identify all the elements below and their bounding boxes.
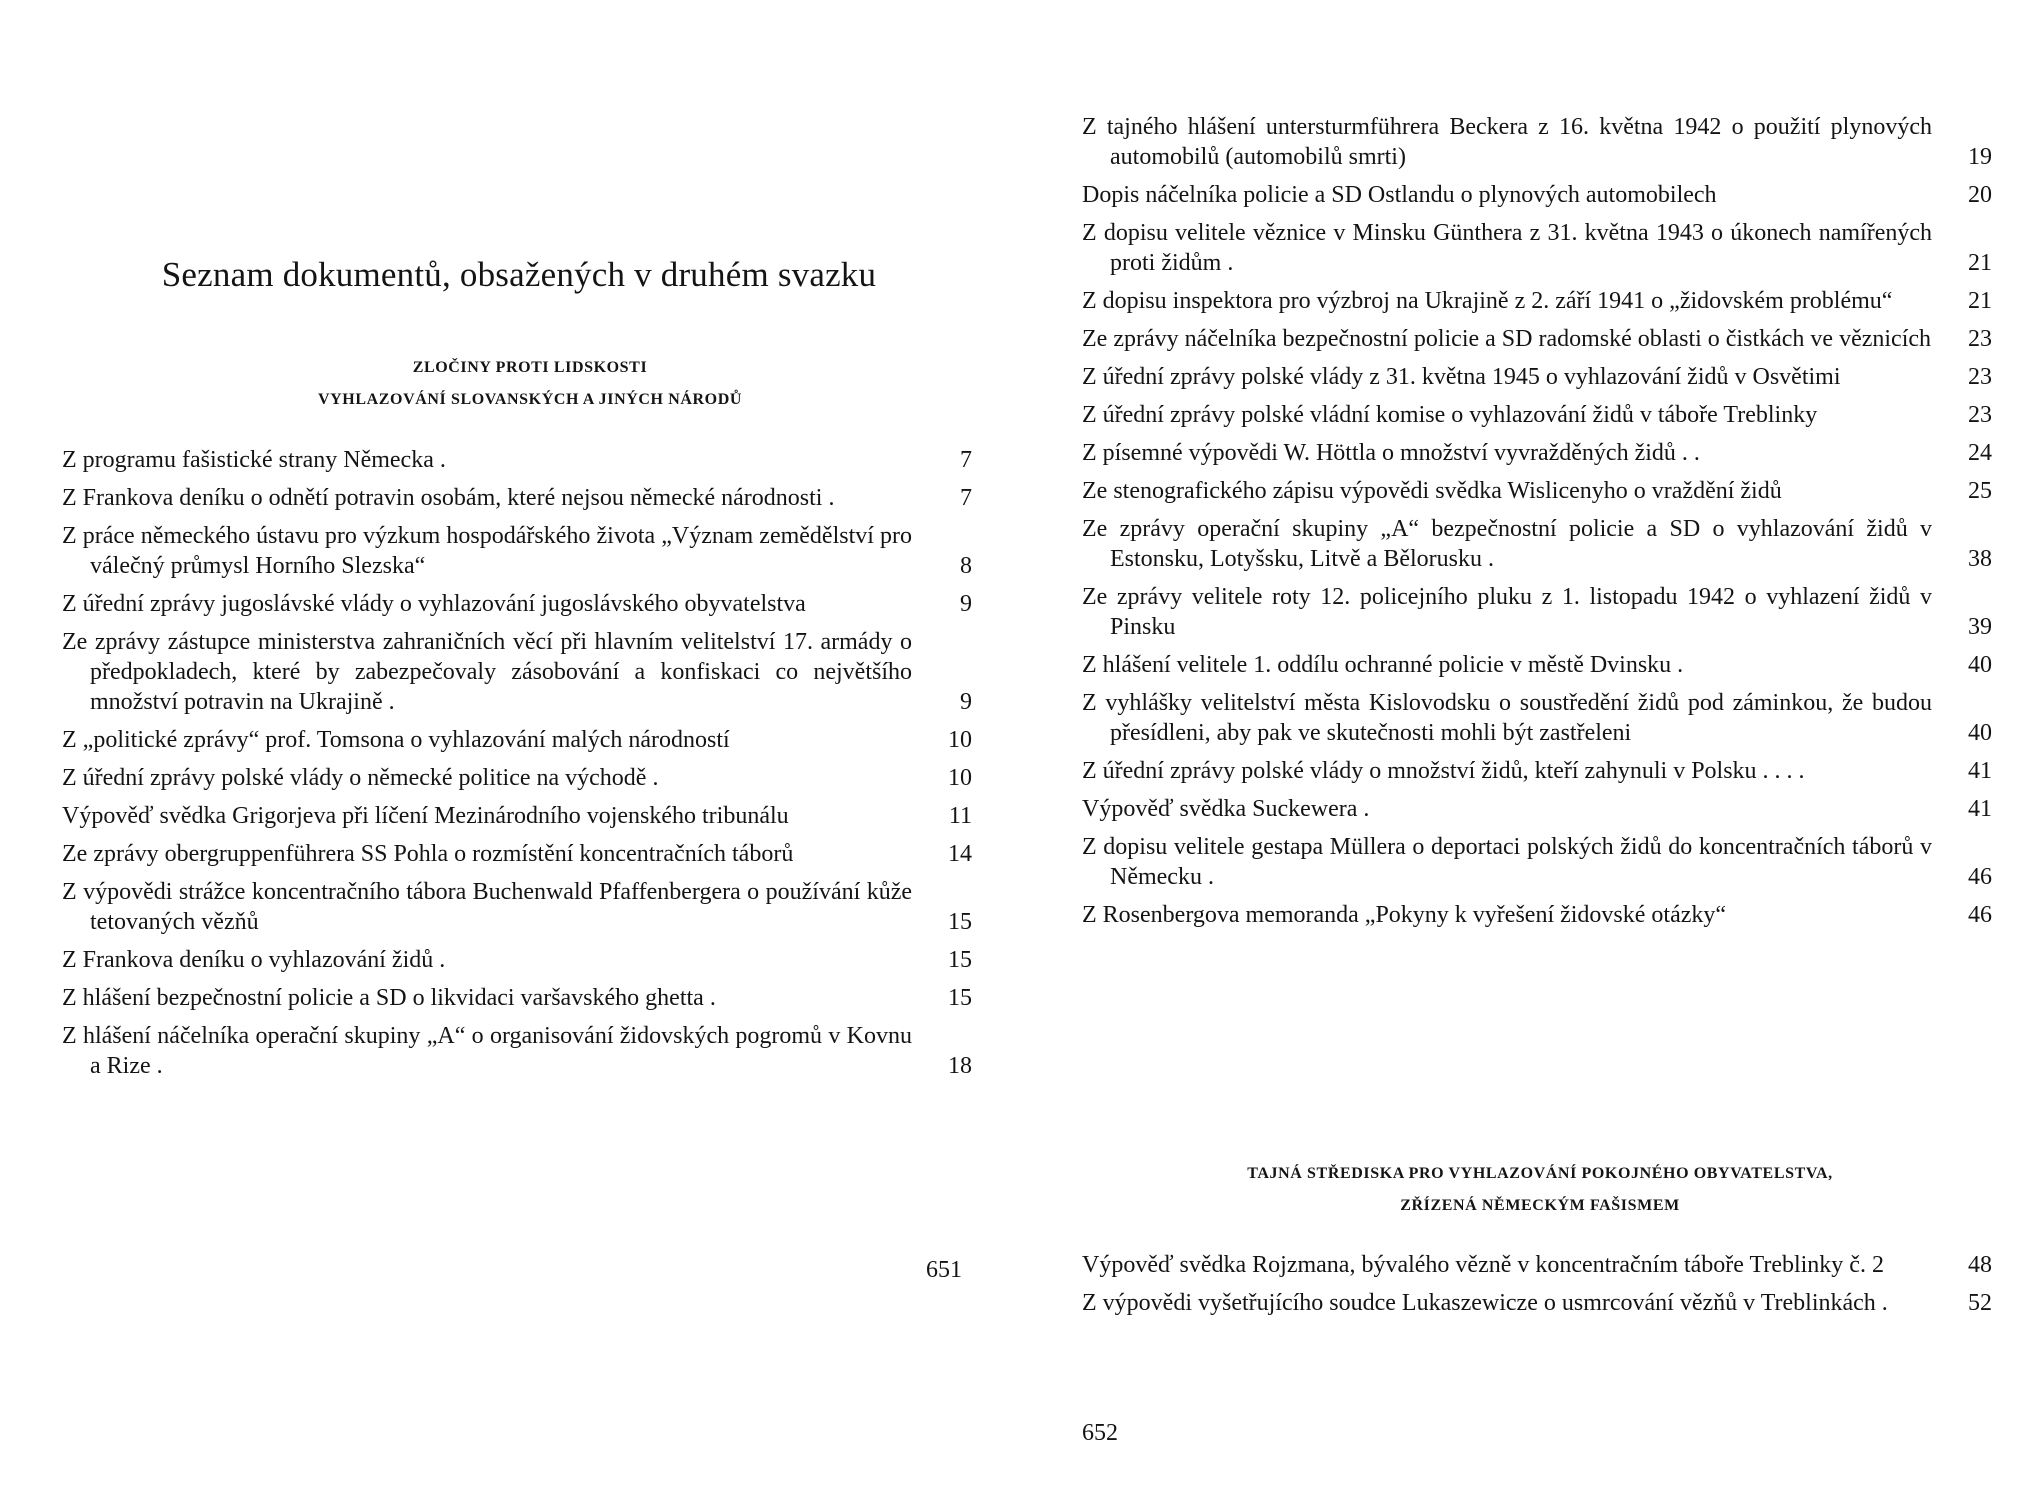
toc-entry-title: Ze zprávy náčelníka bezpečnostní policie a SD radomské oblasti o čistkách ve věznicích — [1082, 326, 1932, 352]
section-heading-line: ZLOČINY PROTI LIDSKOSTI — [412, 359, 648, 376]
toc-entry — [1082, 324, 1992, 354]
toc-entry-page-number: 40 — [1968, 652, 1992, 678]
toc-entry-title: Z dopisu inspektora pro výzbroj na Ukrajině z 2. září 1941 o „židovském problému“ — [1082, 288, 1893, 314]
toc-entry-page-number: 46 — [1968, 902, 1992, 928]
toc-entry-title: Z „politické zprávy“ prof. Tomsona o vyhlazování malých národností — [62, 727, 730, 753]
toc-entry-title: Výpověď svědka Rojzmana, bývalého vězně v koncentračním táboře Treblinky č. 2 — [1082, 1252, 1884, 1278]
toc-entry-page-number: 41 — [1968, 758, 1992, 784]
toc-entry-title: Z vyhlášky velitelství města Kislovodsku o soustředění židů pod záminkou, že budou přesídleni, aby pak ve skutečnosti mohli být zastřeleni — [1082, 690, 1932, 746]
toc-entry — [1082, 438, 1992, 468]
toc-entry-page-number: 40 — [1968, 720, 1992, 746]
toc-entry — [62, 763, 972, 793]
toc-entry — [62, 725, 972, 755]
toc-entry-title: Z úřední zprávy polské vládní komise o vyhlazování židů v táboře Treblinky — [1082, 402, 1818, 428]
toc-entry — [1082, 794, 1992, 824]
toc-entry-title: Z výpovědi strážce koncentračního tábora Buchenwald Pfaffenbergera o používání kůže tetovaných vězňů — [62, 879, 912, 935]
toc-list-left — [62, 445, 972, 1089]
toc-entry-page-number: 8 — [960, 553, 972, 579]
toc-entry-title: Ze zprávy velitele roty 12. policejního pluku z 1. listopadu 1942 o vyhlazení židů v Pinsku — [1082, 584, 1932, 640]
toc-entry-title: Z hlášení velitele 1. oddílu ochranné policie v městě Dvinsku . — [1082, 652, 1684, 678]
toc-entry-page-number: 9 — [960, 591, 972, 617]
toc-entry — [1082, 650, 1992, 680]
toc-entry — [1082, 582, 1992, 642]
toc-entry-page-number: 7 — [960, 485, 972, 511]
toc-entry-title: Z Frankova deníku o vyhlazování židů . — [62, 947, 446, 973]
toc-entry-page-number: 21 — [1968, 288, 1992, 314]
toc-entry-page-number: 23 — [1968, 364, 1992, 390]
toc-entry — [62, 839, 972, 869]
toc-entry-page-number: 38 — [1968, 546, 1992, 572]
toc-entry — [62, 1021, 972, 1081]
toc-entry — [1082, 1288, 1992, 1318]
toc-list-right-secret-centers — [1082, 1250, 1992, 1326]
toc-entry-page-number: 23 — [1968, 402, 1992, 428]
toc-entry — [62, 627, 972, 717]
page-number: 651 — [926, 1257, 962, 1283]
toc-entry-title: Ze stenografického zápisu výpovědi svědka Wislicenyho o vraždění židů — [1082, 478, 1782, 504]
toc-entry-page-number: 14 — [948, 841, 972, 867]
toc-entry-page-number: 52 — [1968, 1290, 1992, 1316]
page-number: 652 — [1082, 1420, 1118, 1446]
toc-entry-title: Z písemné výpovědi W. Höttla o množství vyvražděných židů . . — [1082, 440, 1700, 466]
toc-entry-page-number: 24 — [1968, 440, 1992, 466]
toc-entry — [1082, 218, 1992, 278]
toc-entry-title: Z Rosenbergova memoranda „Pokyny k vyřešení židovské otázky“ — [1082, 902, 1727, 928]
toc-list-right — [1082, 112, 1992, 938]
toc-entry-page-number: 7 — [960, 447, 972, 473]
toc-entry-title: Z hlášení bezpečnostní policie a SD o likvidaci varšavského ghetta . — [62, 985, 716, 1011]
section-heading-line: ZŘÍZENÁ NĚMECKÝM FAŠISMEM — [1400, 1197, 1680, 1214]
toc-entry — [62, 983, 972, 1013]
toc-entry-title: Z výpovědi vyšetřujícího soudce Lukaszewicze o usmrcování vězňů v Treblinkách . — [1082, 1290, 1888, 1316]
toc-entry-page-number: 41 — [1968, 796, 1992, 822]
toc-entry — [1082, 286, 1992, 316]
toc-entry-page-number: 11 — [948, 803, 972, 829]
toc-entry-title: Z tajného hlášení untersturmführera Beckera z 16. května 1942 o použití plynových automobilů (automobilů smrti) — [1082, 114, 1932, 170]
toc-entry-title: Výpověď svědka Suckewera . — [1082, 796, 1370, 822]
toc-entry-title: Z úřední zprávy polské vlády z 31. května 1945 o vyhlazování židů v Osvětimi — [1082, 364, 1841, 390]
toc-entry-page-number: 20 — [1968, 182, 1992, 208]
toc-entry-title: Z hlášení náčelníka operační skupiny „A“ o organisování židovských pogromů v Kovnu a Rize . — [62, 1023, 912, 1079]
toc-entry — [1082, 756, 1992, 786]
toc-entry-title: Z úřední zprávy polské vlády o množství židů, kteří zahynuli v Polsku . . . . — [1082, 758, 1805, 784]
toc-entry-page-number: 19 — [1968, 144, 1992, 170]
toc-entry — [62, 483, 972, 513]
toc-entry — [1082, 1250, 1992, 1280]
toc-entry-page-number: 23 — [1968, 326, 1992, 352]
toc-entry — [1082, 180, 1992, 210]
right-page — [1015, 0, 2030, 1500]
toc-entry — [1082, 514, 1992, 574]
toc-entry-page-number: 25 — [1968, 478, 1992, 504]
toc-entry — [1082, 832, 1992, 892]
toc-entry-title: Z dopisu velitele věznice v Minsku Günthera z 31. května 1943 o úkonech namířených proti židům . — [1082, 220, 1932, 276]
toc-entry-page-number: 15 — [948, 947, 972, 973]
toc-entry-title: Z úřední zprávy jugoslávské vlády o vyhlazování jugoslávského obyvatelstva — [62, 591, 806, 617]
toc-entry-page-number: 39 — [1968, 614, 1992, 640]
toc-entry-title: Z programu fašistické strany Německa . — [62, 447, 446, 473]
toc-entry-title: Z dopisu velitele gestapa Müllera o deportaci polských židů do koncentračních táborů v Německu . — [1082, 834, 1932, 890]
toc-entry-title: Dopis náčelníka policie a SD Ostlandu o plynových automobilech — [1082, 182, 1717, 208]
toc-entry — [1082, 362, 1992, 392]
toc-entry — [1082, 476, 1992, 506]
toc-entry — [1082, 688, 1992, 748]
section-heading-secret-centers — [1110, 1158, 1970, 1222]
section-heading-crimes-against-humanity — [310, 352, 750, 416]
toc-entry-title: Výpověď svědka Grigorjeva při líčení Mezinárodního vojenského tribunálu — [62, 803, 789, 829]
toc-entry — [1082, 900, 1992, 930]
toc-entry — [62, 877, 972, 937]
toc-entry-title: Ze zprávy zástupce ministerstva zahraničních věcí při hlavním velitelství 17. armády o předpokladech, které by zabezpečovaly zásobování a konfiskaci co největšího množství potravin na Ukrajině . — [62, 629, 912, 715]
toc-entry-title: Ze zprávy obergruppenführera SS Pohla o rozmístění koncentračních táborů — [62, 841, 794, 867]
toc-entry — [62, 945, 972, 975]
toc-entry — [62, 445, 972, 475]
toc-entry — [1082, 400, 1992, 430]
toc-entry-page-number: 15 — [948, 985, 972, 1011]
toc-entry-title: Ze zprávy operační skupiny „A“ bezpečnostní policie a SD o vyhlazování židů v Estonsku, Lotyšsku, Litvě a Bělorusku . — [1082, 516, 1932, 572]
document-title: Seznam dokumentů, obsažených v druhém svazku — [161, 255, 877, 294]
section-heading-line: TAJNÁ STŘEDISKA PRO VYHLAZOVÁNÍ POKOJNÉHO OBYVATELSTVA, — [1247, 1165, 1833, 1182]
toc-entry-page-number: 10 — [948, 727, 972, 753]
toc-entry-page-number: 15 — [948, 909, 972, 935]
toc-entry-title: Z Frankova deníku o odnětí potravin osobám, které nejsou německé národnosti . — [62, 485, 835, 511]
toc-entry-page-number: 9 — [960, 689, 972, 715]
toc-entry — [1082, 112, 1992, 172]
toc-entry — [62, 589, 972, 619]
toc-entry-page-number: 46 — [1968, 864, 1992, 890]
section-heading-line: VYHLAZOVÁNÍ SLOVANSKÝCH A JINÝCH NÁRODŮ — [317, 391, 743, 408]
toc-entry-page-number: 21 — [1968, 250, 1992, 276]
toc-entry-page-number: 10 — [948, 765, 972, 791]
toc-entry-title: Z práce německého ústavu pro výzkum hospodářského života „Význam zemědělství pro válečný průmysl Horního Slezska“ — [62, 523, 912, 579]
toc-entry — [62, 521, 972, 581]
toc-entry-page-number: 18 — [948, 1053, 972, 1079]
toc-entry-title: Z úřední zprávy polské vlády o německé politice na východě . — [62, 765, 659, 791]
toc-entry-page-number: 48 — [1968, 1252, 1992, 1278]
toc-entry — [62, 801, 972, 831]
